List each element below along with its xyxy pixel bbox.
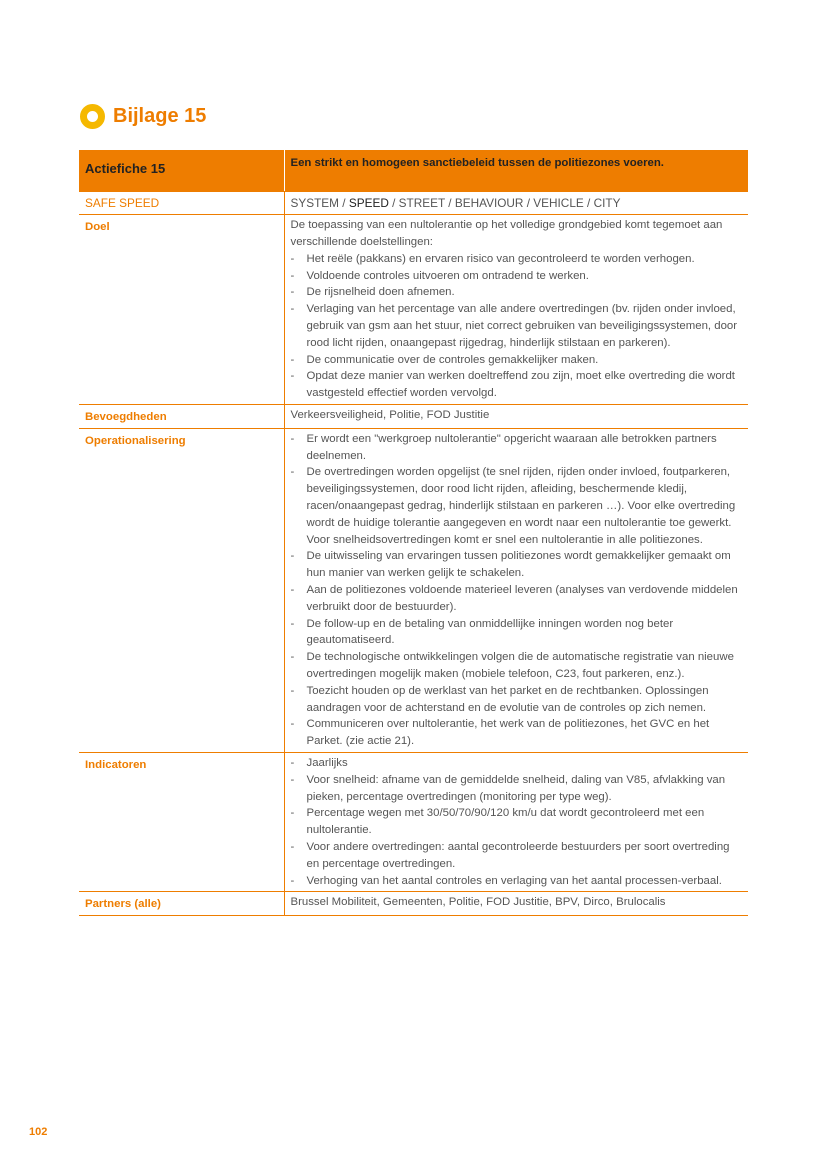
action-sheet-title: Actiefiche 15	[79, 150, 284, 191]
list-item: - Percentage wegen met 30/50/70/90/120 km/u dat wordt gecontroleerd met een nultolerantie.	[291, 805, 743, 839]
list-item: - Verlaging van het percentage van alle andere overtredingen (bv. rijden onder invloed, gebruik van gsm aan het stuur, niet correct gebruiken van beveiligingssystemen, door rood licht rijden, onaangepast rijgedrag, hinderlijk stilstaan en parkeren).	[291, 301, 743, 351]
operationalisering-list	[291, 431, 743, 750]
list-item: - Toezicht houden op de werklast van het parket en de rechtbanken. Oplossingen aandragen voor de achterstand en de evolutie van de controles op zich nemen.	[291, 683, 743, 717]
circle-bullet-icon	[80, 104, 105, 129]
list-item: - Voldoende controles uitvoeren om ontradend te werken.	[291, 268, 743, 285]
indicatoren-row	[79, 753, 748, 892]
list-item: - Het reële (pakkans) en ervaren risico van gecontroleerd te worden verhogen.	[291, 251, 743, 268]
indicatoren-content	[284, 753, 748, 892]
table-header-row	[79, 150, 748, 191]
list-item: - Voor snelheid: afname van de gemiddelde snelheid, daling van V85, afvlakking van pieken, percentage overtredingen (monitoring per type weg).	[291, 772, 743, 806]
doel-label: Doel	[79, 215, 284, 405]
list-item: - Er wordt een "werkgroep nultolerantie" opgericht waaraan alle betrokken partners deelnemen.	[291, 431, 743, 465]
indicatoren-list	[291, 755, 743, 889]
list-item: - De follow-up en de betaling van onmiddellijke inningen worden nog beter geautomatiseerd.	[291, 616, 743, 650]
list-item: - De technologische ontwikkelingen volgen die de automatische registratie van nieuwe overtredingen mogelijk maken (mobiele telefoon, C23, fout parkeren, enz.).	[291, 649, 743, 683]
list-item: - De overtredingen worden opgelijst (te snel rijden, rijden onder invloed, foutparkeren, beveiligingssystemen, door rood licht rijden, afleiding, beschermende kledij, racen/onaangepast gedrag, hinderlijk stilstaan en parkeren …). Voor elke overtreding wordt de huidige tolerantie aangegeven en wordt naar een nultolerantie toe gewerkt. Voor snelheidsovertredingen komt er snel een nultolerantie in alle politiezones.	[291, 464, 743, 548]
bevoegdheden-label: Bevoegdheden	[79, 405, 284, 429]
doel-row	[79, 215, 748, 405]
list-item: - Aan de politiezones voldoende materieel leveren (analyses van verdovende middelen verbruikt door de bestuurder).	[291, 582, 743, 616]
category-speed: SPEED	[348, 195, 389, 210]
doel-list	[291, 251, 743, 402]
doel-content	[284, 215, 748, 405]
action-sheet-table	[79, 150, 748, 916]
list-item: - Verhoging van het aantal controles en verlaging van het aantal processen-verbaal.	[291, 873, 743, 890]
operationalisering-label: Operationalisering	[79, 428, 284, 752]
indicatoren-label: Indicatoren	[79, 753, 284, 892]
appendix-heading	[80, 104, 206, 129]
page-number: 102	[29, 1126, 48, 1138]
operationalisering-content	[284, 428, 748, 752]
safe-speed-label: SAFE SPEED	[79, 191, 284, 215]
appendix-title: Bijlage 15	[113, 105, 207, 127]
operationalisering-row	[79, 428, 748, 752]
partners-value: Brussel Mobiliteit, Gemeenten, Politie, FOD Justitie, BPV, Dirco, Brulocalis	[284, 892, 748, 916]
action-sheet-description: Een strikt en homogeen sanctiebeleid tussen de politiezones voeren.	[284, 150, 748, 191]
safe-speed-categories	[284, 191, 748, 215]
category-rest: / STREET / BEHAVIOUR / VEHICLE / CITY	[388, 195, 621, 210]
list-item: - Communiceren over nultolerantie, het werk van de politiezones, het GVC en het Parket. (zie actie 21).	[291, 716, 743, 750]
list-item: - De uitwisseling van ervaringen tussen politiezones wordt gemakkelijker gemaakt om hun manier van werken gelijk te schakelen.	[291, 548, 743, 582]
list-item: - Voor andere overtredingen: aantal gecontroleerde bestuurders per soort overtreding en percentage overtredingen.	[291, 839, 743, 873]
bevoegdheden-row	[79, 405, 748, 429]
doel-intro: De toepassing van een nultolerantie op het volledige grondgebied komt tegemoet aan verschillende doelstellingen:	[290, 219, 723, 249]
partners-label: Partners (alle)	[79, 892, 284, 916]
list-item: - Jaarlijks	[291, 755, 743, 772]
list-item: - De rijsnelheid doen afnemen.	[291, 284, 743, 301]
category-system: SYSTEM /	[290, 195, 349, 210]
partners-row	[79, 892, 748, 916]
list-item: - Opdat deze manier van werken doeltreffend zou zijn, moet elke overtreding die wordt vastgesteld effectief worden vervolgd.	[291, 368, 743, 402]
list-item: - De communicatie over de controles gemakkelijker maken.	[291, 352, 743, 369]
safe-speed-row	[79, 191, 748, 215]
bevoegdheden-value: Verkeersveiligheid, Politie, FOD Justitie	[284, 405, 748, 429]
